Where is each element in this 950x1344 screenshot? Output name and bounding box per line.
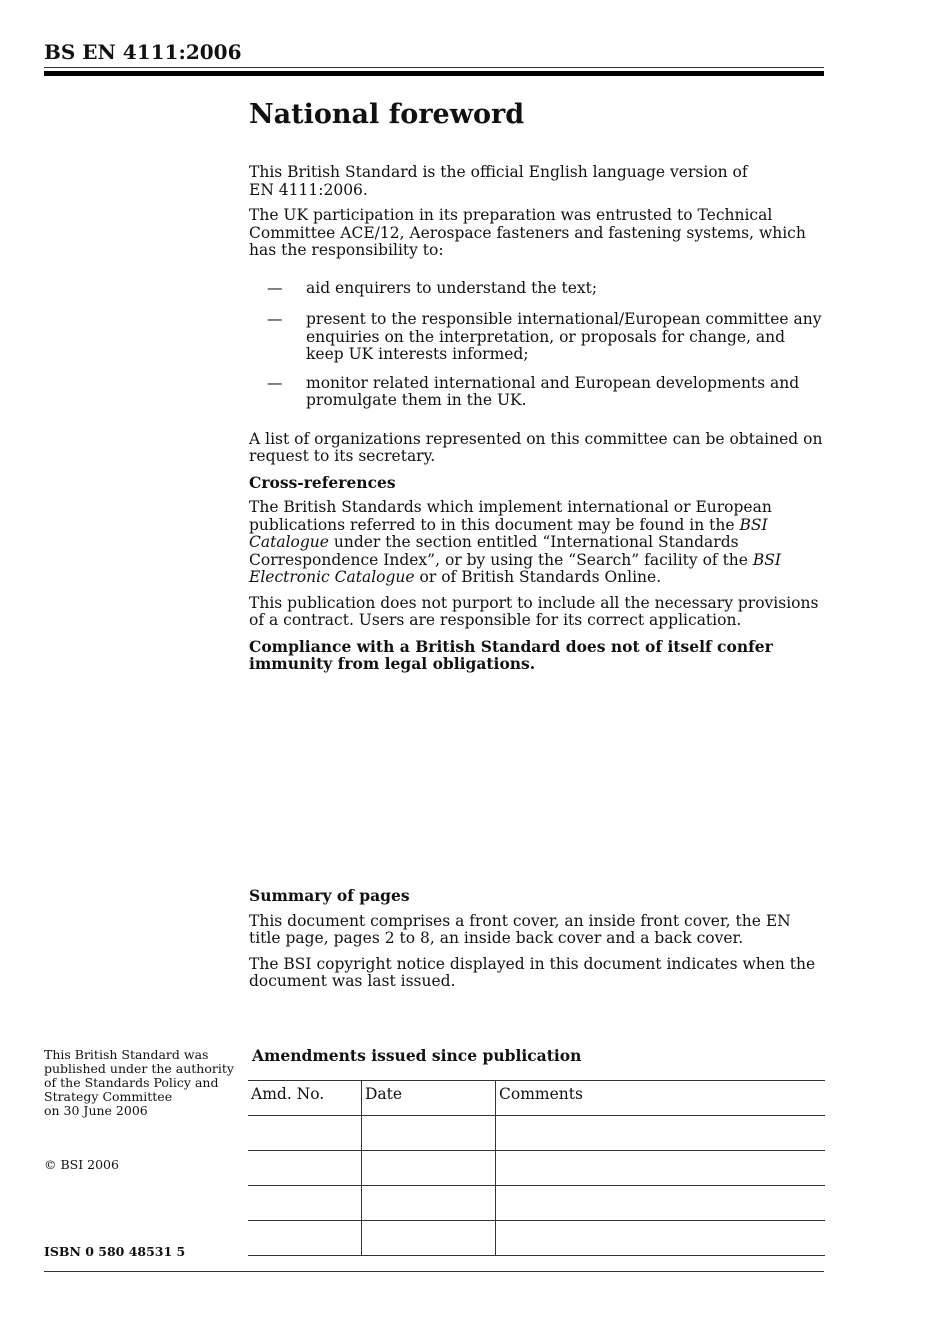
authority-line: Strategy Committee	[44, 1089, 173, 1104]
isbn: ISBN 0 580 48531 5	[44, 1244, 186, 1259]
header-rule-thin	[44, 67, 824, 68]
authority-line: published under the authority	[44, 1061, 234, 1076]
footer-rule	[44, 1271, 824, 1272]
summary-text: This document comprises a front cover, an inside front cover, the EN title page, pages 2 to 8, an inside back cover and a back cover.	[249, 911, 791, 947]
summary-heading: Summary of pages	[249, 886, 410, 905]
table-row	[248, 1116, 825, 1151]
table-header-row	[248, 1081, 825, 1116]
table-cell	[248, 1221, 362, 1256]
provisions-paragraph: This publication does not purport to include all the necessary provisions of a contract. Users are responsible for its correct application.	[249, 593, 819, 629]
table-cell	[248, 1151, 362, 1186]
dash-bullet: —	[267, 310, 283, 328]
dash-bullet: —	[267, 373, 283, 392]
column-header-date: Date	[362, 1081, 496, 1116]
list-item	[249, 375, 824, 410]
table-cell	[496, 1186, 826, 1221]
responsibility-list	[249, 280, 824, 410]
table-cell	[362, 1186, 496, 1221]
table-cell	[496, 1116, 826, 1151]
list-item-text: aid enquirers to understand the text;	[306, 278, 598, 297]
table-row	[248, 1221, 825, 1256]
authority-line: of the Standards Policy and	[44, 1075, 219, 1090]
foreword-body	[249, 164, 824, 673]
table-cell	[496, 1151, 826, 1186]
intro-text-2: EN 4111:2006.	[249, 180, 368, 199]
table-row	[248, 1186, 825, 1221]
crossref-paragraph	[249, 499, 824, 587]
table-cell	[248, 1186, 362, 1221]
table-cell	[248, 1116, 362, 1151]
crossref-text-2: under the section entitled “International Standards Correspondence Index”, or by using the “Search” facility of the	[249, 533, 748, 569]
crossref-text-3: or of British Standards Online.	[419, 568, 662, 586]
header-rule-thick	[44, 71, 824, 76]
authority-line: on 30 June 2006	[44, 1103, 148, 1118]
column-header-comments: Comments	[499, 1085, 583, 1103]
list-item-text: present to the responsible international/European committee any enquiries on the interpretation, or proposals for change, and keep UK interests informed;	[306, 310, 822, 363]
summary-section	[249, 887, 824, 991]
copyright-line: © BSI 2006	[44, 1157, 119, 1172]
table-row	[248, 1151, 825, 1186]
list-item	[249, 280, 824, 298]
compliance-statement: Compliance with a British Standard does not of itself confer immunity from legal obligations.	[249, 636, 773, 673]
copyright-notice-text: The BSI copyright notice displayed in this document indicates when the document was last issued.	[249, 954, 816, 990]
bsi-catalogue-ref: BSI Catalogue	[249, 515, 768, 551]
amendments-title: Amendments issued since publication	[252, 1046, 582, 1065]
amendments-table	[248, 1080, 825, 1256]
table-cell	[496, 1221, 826, 1256]
table-cell	[362, 1116, 496, 1151]
column-header-amd-no: Amd. No.	[248, 1081, 362, 1116]
page-title: National foreword	[249, 99, 525, 130]
intro-text: This British Standard is the official English language version of	[249, 163, 748, 181]
table-cell	[362, 1151, 496, 1186]
intro-paragraph	[249, 164, 824, 199]
list-item-text: monitor related international and European developments and promulgate them in the UK.	[306, 373, 800, 409]
standard-id: BS EN 4111:2006	[44, 40, 242, 64]
participation-paragraph: The UK participation in its preparation was entrusted to Technical Committee ACE/12, Aerospace fasteners and fastening systems, which has the responsibility to:	[249, 206, 806, 259]
authority-note	[44, 1048, 244, 1118]
bsi-electronic-catalogue-ref: BSI Electronic Catalogue	[249, 550, 782, 586]
authority-line: This British Standard was	[44, 1047, 209, 1062]
list-item	[249, 311, 824, 364]
committee-list-paragraph: A list of organizations represented on this committee can be obtained on request to its secretary.	[249, 429, 823, 465]
dash-bullet: —	[267, 278, 283, 297]
table-cell	[362, 1221, 496, 1256]
crossref-heading: Cross-references	[249, 472, 396, 492]
crossref-text-1: The British Standards which implement international or European publications referred to in this document may be found in the	[249, 498, 772, 534]
